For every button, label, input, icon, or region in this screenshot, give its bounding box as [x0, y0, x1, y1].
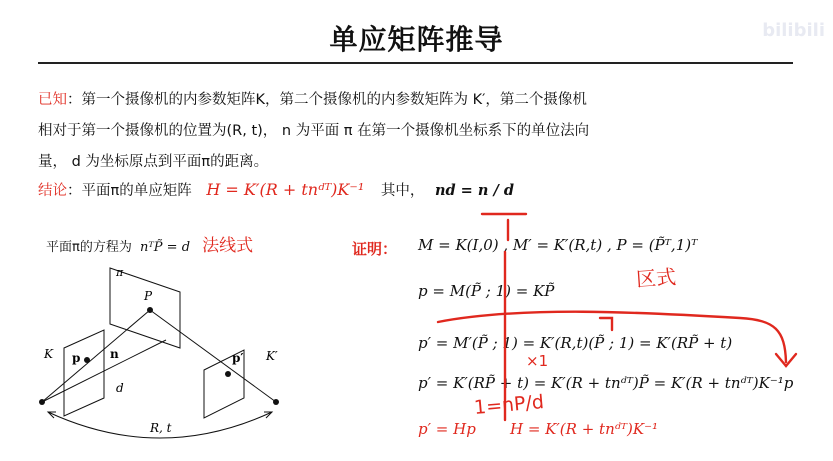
homography-formula: H = K′(R + tnᵈᵀ)K⁻¹ [206, 180, 365, 199]
given-label: 已知 [38, 92, 67, 108]
label-pprime: p′ [232, 351, 244, 365]
center-left [39, 399, 45, 405]
proof-line-5-right: H = K′(R + tnᵈᵀ)K⁻¹ [510, 420, 659, 438]
label-p: p [72, 351, 81, 365]
plane-pi [110, 268, 180, 348]
center-right [273, 399, 279, 405]
where-text: 其中， [380, 183, 425, 199]
proof-line-1: M = K(I,0) , M′ = K′(R,t) , P = (P̃ᵀ,1)ᵀ [418, 236, 698, 254]
image-plane-left [64, 330, 104, 416]
watermark-logo: bilibili [762, 20, 825, 41]
label-P: P [144, 289, 153, 303]
proof-line-4: p′ = K′(RP̃ + t) = K′(R + tnᵈᵀ)P̃ = K′(R + tnᵈᵀ)K⁻¹p [418, 374, 794, 392]
label-K: K [44, 347, 53, 361]
given-line-2: 相对于第一个摄像机的位置为(R, t)， n 为平面 π 在第一个摄像机坐标系下的单位法向 [38, 123, 590, 139]
proof-line-3: p′ = M′(P̃ ; 1) = K′(R,t)(P̃ ; 1) = K′(RP̃ + t) [418, 334, 733, 352]
handwritten-one-equals: 1=nP/d [473, 390, 545, 420]
page-title: 单应矩阵推导 [329, 23, 504, 56]
handwritten-times-one: ×1 [526, 352, 549, 370]
conclusion-text: ：平面π的单应矩阵 [67, 183, 192, 199]
given-text-1: ：第一个摄像机的内参数矩阵K，第二个摄像机的内参数矩阵为 K′，第二个摄像机 [67, 92, 587, 108]
ray-right [150, 310, 276, 402]
proof-line-2: p = M(P̃ ; 1) = KP̃ [418, 282, 555, 300]
label-d: d [116, 381, 124, 395]
point-P [147, 307, 153, 313]
proof-line-5-left: p′ = Hp [418, 420, 476, 438]
point-pprime [225, 371, 231, 377]
label-pi: π [116, 266, 124, 279]
label-n: n [110, 347, 119, 361]
given-line-3: 量， d 为坐标原点到平面π的距离。 [38, 154, 269, 170]
normal-form-annotation: 法线式 [202, 236, 254, 256]
plane-equation-formula: nᵀP̃ = d [139, 240, 191, 255]
plane-equation-label: 平面π的方程为 [46, 240, 132, 255]
point-p [84, 357, 90, 363]
label-Kprime: K′ [266, 349, 278, 363]
label-Rt: R, t [150, 421, 172, 435]
proof-label: 证明： [352, 240, 398, 258]
nd-formula: nd = n / d [434, 182, 514, 199]
conclusion-label: 结论 [38, 183, 67, 199]
handwritten-substitute: 区式 [635, 264, 677, 292]
